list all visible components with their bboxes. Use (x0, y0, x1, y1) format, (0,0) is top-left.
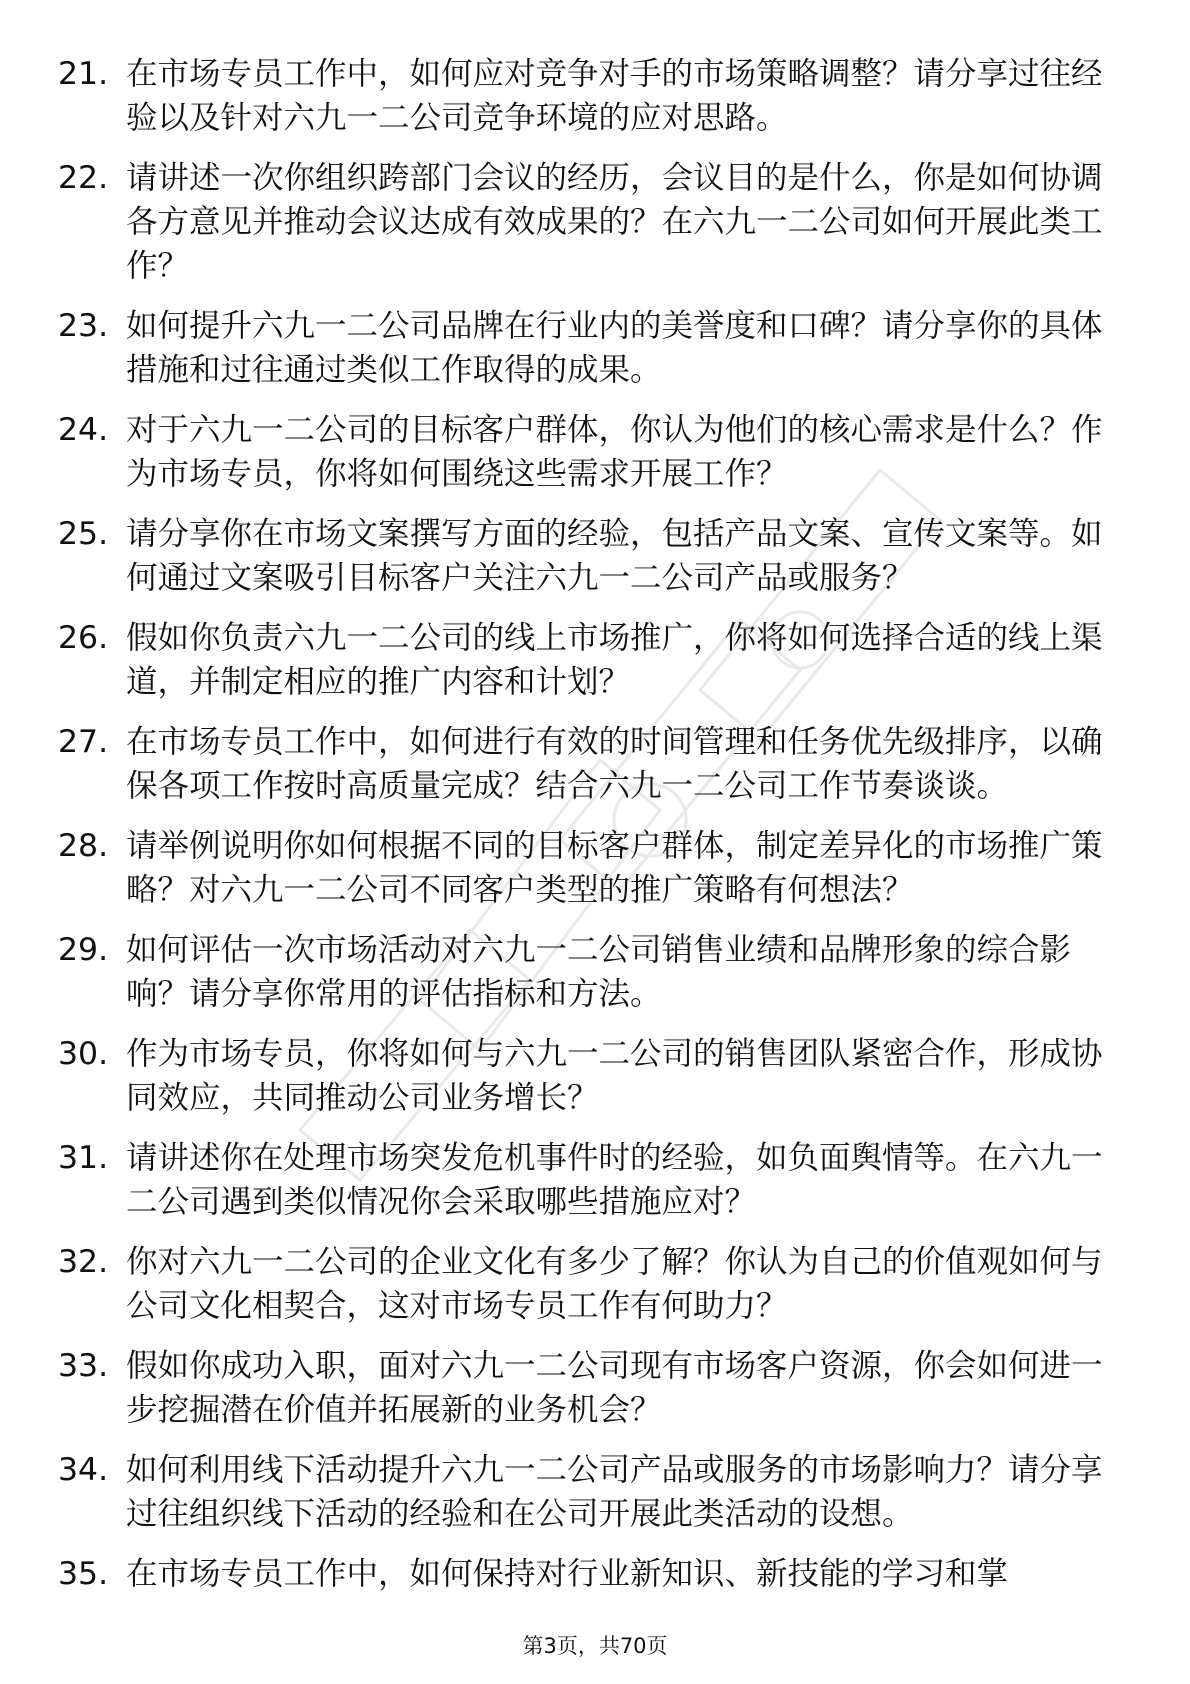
question-text: 在市场专员工作中，如何应对竞争对手的市场策略调整？请分享过往经验以及针对六九一二公司竞争环境的应对思路。 (126, 56, 1103, 136)
question-item (58, 1448, 1118, 1536)
question-text: 你对六九一二公司的企业文化有多少了解？你认为自己的价值观如何与公司文化相契合，这对市场专员工作有何助力？ (126, 1244, 1103, 1324)
question-number: 31. (58, 1140, 109, 1176)
question-text: 请讲述一次你组织跨部门会议的经历，会议目的是什么，你是如何协调各方意见并推动会议达成有效成果的？在六九一二公司如何开展此类工作？ (126, 160, 1103, 284)
question-text: 在市场专员工作中，如何保持对行业新知识、新技能的学习和掌 (126, 1556, 1009, 1592)
question-text: 如何评估一次市场活动对六九一二公司销售业绩和品牌形象的综合影响？请分享你常用的评估指标和方法。 (126, 932, 1072, 1012)
question-item (58, 1344, 1118, 1432)
question-item (58, 156, 1118, 288)
question-text: 对于六九一二公司的目标客户群体，你认为他们的核心需求是什么？作为市场专员，你将如何围绕这些需求开展工作？ (126, 412, 1103, 492)
question-text: 作为市场专员，你将如何与六九一二公司的销售团队紧密合作，形成协同效应，共同推动公司业务增长？ (126, 1036, 1103, 1116)
question-text: 请分享你在市场文案撰写方面的经验，包括产品文案、宣传文案等。如何通过文案吸引目标客户关注六九一二公司产品或服务？ (126, 516, 1103, 596)
question-text: 如何提升六九一二公司品牌在行业内的美誉度和口碑？请分享你的具体措施和过往通过类似工作取得的成果。 (126, 308, 1103, 388)
question-list (58, 52, 1118, 1612)
question-number: 27. (58, 724, 109, 760)
question-item (58, 1240, 1118, 1328)
question-number: 29. (58, 932, 109, 968)
question-number: 30. (58, 1036, 109, 1072)
question-item (58, 408, 1118, 496)
question-text: 如何利用线下活动提升六九一二公司产品或服务的市场影响力？请分享过往组织线下活动的经验和在公司开展此类活动的设想。 (126, 1452, 1103, 1532)
question-number: 25. (58, 516, 109, 552)
question-item (58, 1552, 1118, 1596)
question-item (58, 720, 1118, 808)
question-text: 请举例说明你如何根据不同的目标客户群体，制定差异化的市场推广策略？对六九一二公司不同客户类型的推广策略有何想法？ (126, 828, 1103, 908)
question-number: 22. (58, 160, 109, 196)
question-number: 33. (58, 1348, 109, 1384)
question-number: 28. (58, 828, 109, 864)
question-item (58, 1032, 1118, 1120)
question-number: 32. (58, 1244, 109, 1280)
question-item (58, 824, 1118, 912)
question-number: 21. (58, 56, 109, 92)
question-item (58, 928, 1118, 1016)
question-number: 24. (58, 412, 109, 448)
question-number: 23. (58, 308, 109, 344)
question-text: 在市场专员工作中，如何进行有效的时间管理和任务优先级排序，以确保各项工作按时高质量完成？结合六九一二公司工作节奏谈谈。 (126, 724, 1103, 804)
question-number: 34. (58, 1452, 109, 1488)
question-text: 请讲述你在处理市场突发危机事件时的经验，如负面舆情等。在六九一二公司遇到类似情况你会采取哪些措施应对？ (126, 1140, 1103, 1220)
question-item (58, 616, 1118, 704)
question-text: 假如你负责六九一二公司的线上市场推广，你将如何选择合适的线上渠道，并制定相应的推广内容和计划？ (126, 620, 1103, 700)
question-number: 26. (58, 620, 109, 656)
question-item (58, 1136, 1118, 1224)
question-number: 35. (58, 1556, 109, 1592)
question-item (58, 512, 1118, 600)
question-item (58, 52, 1118, 140)
page-number: 第3页，共70页 (522, 1634, 668, 1658)
question-text: 假如你成功入职，面对六九一二公司现有市场客户资源，你会如何进一步挖掘潜在价值并拓展新的业务机会？ (126, 1348, 1103, 1428)
question-item (58, 304, 1118, 392)
